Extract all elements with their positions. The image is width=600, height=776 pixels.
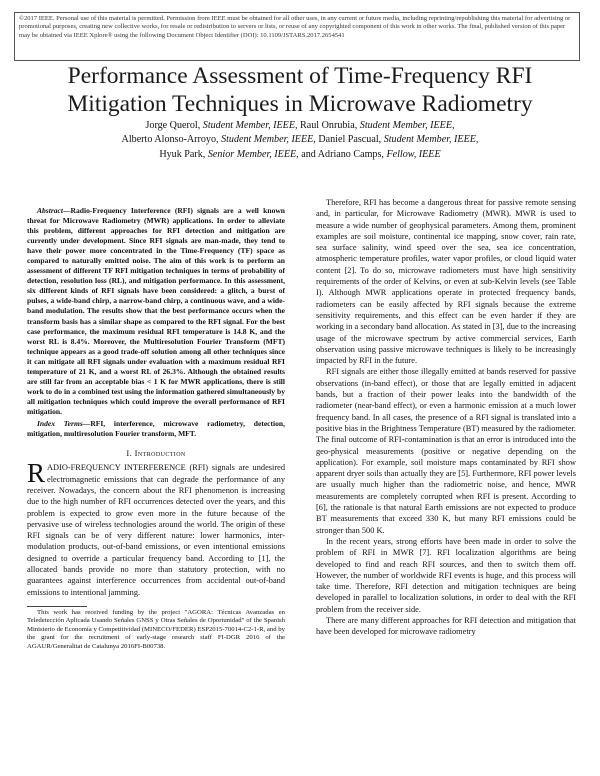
author-role: Student Member, IEEE, bbox=[359, 120, 455, 131]
author-role: Fellow, IEEE bbox=[386, 148, 441, 160]
index-terms-text: —RFI, interference, microwave radiometry, detection, mitigation, multiresolution Fourier transform, MFT. bbox=[27, 418, 285, 439]
author-role: Student Member, IEEE, bbox=[383, 134, 479, 146]
intro-first-words: ADIO-FREQUENCY INTERFERENCE bbox=[47, 463, 186, 473]
author-name: Alberto Alonso-Arroyo, bbox=[121, 134, 219, 146]
abstract-paragraph bbox=[27, 206, 285, 417]
abstract-lead: Abstract bbox=[37, 206, 63, 215]
section-heading-introduction: I. Introduction bbox=[126, 448, 186, 459]
author-role: Student Member, IEEE, bbox=[202, 120, 298, 131]
author-name: Hyuk Park, bbox=[159, 148, 206, 160]
body-paragraph: In the recent years, strong efforts have been made in order to solve the problem of RFI in MWR [7]. RFI localization algorithms are being developed to find and reach RFI sources, and then to switch them off. However, the number of worldwide RFI events is huge, and this process will take time. Therefore, RFI detection and mitigation techniques are being developed in parallel to localization solutions, in order to deal with the RFI problem from the receiver side. bbox=[316, 536, 576, 614]
body-paragraph: RFI signals are either those illegally emitted at bands reserved for passive observations (in-band effect), or those that are legally emitted in adjacent bands, but a fraction of their power leaks into the bandwidth of the radiometer (near-band effect), or even a harmonic emission at a much lower frequency band. In all cases, the presence of a RFI signal is translated into a positive bias in the Brightness Temperature (BT) measured by the radiometer. The final outcome of RFI-contamination is that an error is introduced into the geo-physical measurements (positive or negative depending on the application). For example, soil moisture maps contaminated by RFI show apparent dryer soils than actually they are [5]. Furthermore, RFI power levels are usually much higher than the radiometric noise, and hence, MWR measurements are completely corrupted when RFI is present. According to [6], the rationale is that natural Earth emissions are not expected to produce BT measurements that exceed 330 K, but many RFI emissions could be stronger than 500 K. bbox=[316, 367, 576, 535]
index-terms-lead: Index Terms bbox=[37, 418, 83, 428]
funding-footnote: This work has received funding by the project "AGORA: Técnicas Avanzadas en Teledetección Aplicada Usando Señales GNSS y Otras Señales de Oportunidad" of the Spanish Ministerio de Economía y Competitividad (MINECO/FEDER) ESP2015-70014-C2-1-R, and by the grant for the recruitment of early-stage research staff FI-DGR 2016 of the AGAUR/Generalitat de Catalunya 2016FI-B00738. bbox=[27, 606, 285, 651]
author-list bbox=[20, 119, 580, 162]
intro-paragraph bbox=[27, 458, 285, 598]
drop-cap: R bbox=[27, 458, 46, 489]
paper-title: Performance Assessment of Time-Frequency RFI Mitigation Techniques in Microwave Radiometry bbox=[67, 63, 533, 117]
author-line-1 bbox=[20, 119, 580, 133]
left-column bbox=[27, 206, 285, 651]
author-name: Daniel Pascual, bbox=[318, 134, 382, 146]
intro-text: (RFI) signals are undesired electromagnetic emissions that can degrade the performance of any receiver. Nowadays, the concern about the RFI phenomenon is increasing due to the high number of RFI occurrences detected over the years, and this problem is expected to grow even more in the future because of the pervasive use of wireless technologies around the world. The origin of these RFI signals can be of very different nature: lower harmonics, inter-modulation products, out-of-band emissions, or even intentional emissions designed to override a particular frequency band. According to [1], the allocated bands provide no more than statutory protection, with no guarantees against interference occurrences from accidental out-of-band emissions to intentional jamming. bbox=[27, 463, 285, 597]
author-role: Senior Member, IEEE, bbox=[207, 148, 299, 160]
index-terms bbox=[27, 419, 285, 439]
right-column bbox=[316, 197, 576, 638]
author-name: Jorge Querol, bbox=[145, 120, 201, 131]
author-line-2 bbox=[20, 133, 580, 147]
author-name: Raul Onrubia, bbox=[300, 120, 358, 131]
author-name: and Adriano Camps, bbox=[301, 148, 384, 160]
copyright-notice: ©2017 IEEE. Personal use of this material is permitted. Permission from IEEE must be obtained for all other uses, in any current or future media, including reprinting/republishing this material for advertising or promotional purposes, creating new collective works, for resale or redistribution to servers or lists, or reuse of any copyrighted component of this work in other works. The final, published version of this paper may be obtained via IEEE Xplore® using the following Document Object Identifier (DOI): 10.1109/JSTARS.2017.2654541 bbox=[14, 12, 580, 61]
author-role: Student Member, IEEE, bbox=[221, 134, 316, 146]
abstract-text: —Radio-Frequency Interference (RFI) signals are a well known threat for Microwave Radiometry (MWR) applications. In order to alleviate this problem, different approaches for RFI detection and mitigation are currently under development. Since RFI signals are man-made, they tend to have their power more concentrated in the Time-Frequency (TF) space as compared to naturally emitted noise. The aim of this work is to perform an assessment of different TF RFI mitigation techniques in terms of probability of detection, resolution loss (RL), and mitigation performance. In this assessment, six different kinds of RFI signals have been considered: a glitch, a burst of pulses, a wide-band chirp, a narrow-band chirp, a continuous wave, and a wide-band modulation. The results show that the best performance occurs when the transform basis has a similar shape as compared to the RFI signal. For the best case performance, the maximum residual RFI temperature is 14.8 K, and the worst RL is 8.4%. Moreover, the Multiresolution Fourier Transform (MFT) technique appears as a good trade-off solution among all other techniques since it can mitigate all RFI signals under evaluation with a maximum residual RFI temperature of 21 K, and a worst RL of 26.3%. Although the obtained results are still far from an acceptable bias < 1 K for MWR applications, there is still work to do in a combined test using the information gathered simultaneously by all mitigation techniques which could improve the overall performance of RFI mitigation. bbox=[27, 206, 285, 416]
abstract bbox=[27, 206, 285, 417]
body-paragraph: Therefore, RFI has become a dangerous threat for passive remote sensing and, in particular, for Microwave Radiometry (MWR). MWR is used to measure a wide number of geophysical parameters. Among them, prominent examples are soil moisture, continental ice mapping, snow cover, rain rate, sea surface salinity, wind speed over the sea, sea ice concentration, atmospheric temperature profiles, water vapor profiles, or cloud liquid water content [2]. To do so, microwave radiometers must have high sensitivity requirements of the order of Kelvins, or even at sub-Kelvin levels (see Table I). Although MWR applications operate in protected frequency bands, radiometers can be easily affected by RFI signals because the extreme sensitivity requirements, and this effect can be even harder if they are working in a secondary band allocation. As stated in [3], due to the increasing usage of the microwave spectrum by active commercial services, Earth observation using passive microwave techniques is likely to be increasingly impacted by RFI in the future. bbox=[316, 198, 576, 366]
author-line-3 bbox=[20, 148, 580, 162]
body-paragraph: There are many different approaches for RFI detection and mitigation that have been developed for microwave radiometry bbox=[316, 615, 576, 637]
